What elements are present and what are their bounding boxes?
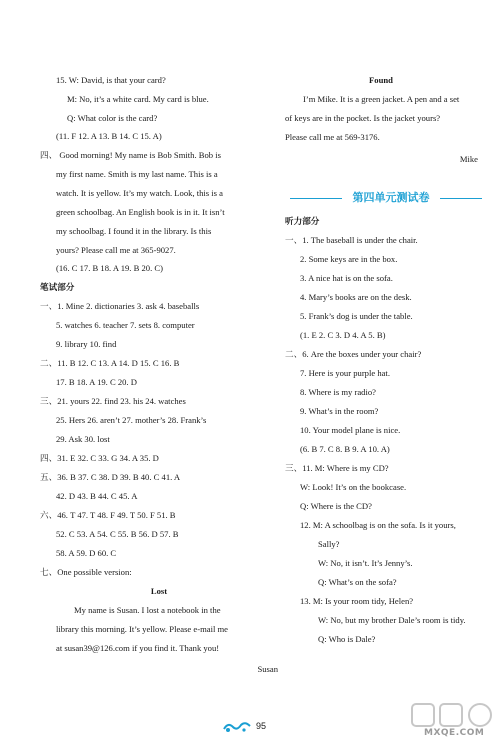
answer-line: 58. A 59. D 60. C (56, 548, 117, 558)
text-line: 8. Where is my radio? (300, 387, 376, 397)
page-number: 95 (256, 721, 267, 731)
section-heading: 笔试部分 (40, 282, 75, 292)
answer-line: 二、11. B 12. C 13. A 14. D 15. C 16. B (40, 358, 180, 368)
text-line: Q: Where is the CD? (300, 501, 372, 511)
answer-line: (1. E 2. C 3. D 4. A 5. B) (300, 330, 386, 340)
text-line: watch. It is yellow. It’s my watch. Look, this is a (56, 188, 223, 198)
text-line: M: No, it’s a white card. My card is blue. (67, 94, 209, 104)
text-line: Sally? (318, 539, 340, 549)
text-line: 一、1. The baseball is under the chair. (285, 235, 418, 245)
text-line: at susan39@126.com if you find it. Thank you! (56, 643, 220, 653)
answer-line: 三、21. yours 22. find 23. his 24. watches (40, 396, 186, 406)
answer-line: 六、46. T 47. T 48. F 49. T 50. F 51. B (40, 510, 176, 520)
text-line: 7. Here is your purple hat. (300, 368, 390, 378)
title-rule-right (440, 198, 482, 199)
answer-line: 四、31. E 32. C 33. G 34. A 35. D (40, 453, 159, 463)
answer-line: 五、36. B 37. C 38. D 39. B 40. C 41. A (40, 472, 181, 482)
text-line: Q: What’s on the sofa? (318, 577, 397, 587)
essay-title: Found (369, 75, 393, 85)
text-line: Please call me at 569-3176. (285, 132, 380, 142)
answer-line: 5. watches 6. teacher 7. sets 8. computer (56, 320, 195, 330)
text-line: my schoolbag. I found it in the library. Is this (56, 226, 212, 236)
text-line: 12. M: A schoolbag is on the sofa. Is it yours, (300, 520, 456, 530)
text-line: W: Look! It’s on the bookcase. (300, 482, 407, 492)
text-line: yours? Please call me at 365-9027. (56, 245, 176, 255)
text-line: green schoolbag. An English book is in it. It isn’t (56, 207, 225, 217)
answer-line: 52. C 53. A 54. C 55. B 56. D 57. B (56, 529, 179, 539)
text-line: 10. Your model plane is nice. (300, 425, 401, 435)
text-line: of keys are in the pocket. Is the jacket yours? (285, 113, 441, 123)
answer-line: 25. Hers 26. aren’t 27. mother’s 28. Frank’s (56, 415, 207, 425)
section-title: 第四单元测试卷 (352, 191, 430, 204)
text-line: I’m Mike. It is a green jacket. A pen and a set (303, 94, 460, 104)
text-line: My name is Susan. I lost a notebook in the (74, 605, 221, 615)
text-line: Q: What color is the card? (67, 113, 158, 123)
answer-line: 29. Ask 30. lost (56, 434, 110, 444)
section-heading: 听力部分 (285, 216, 320, 226)
essay-title: Lost (150, 586, 168, 596)
text-line: 13. M: Is your room tidy, Helen? (300, 596, 414, 606)
text-line: 15. W: David, is that your card? (56, 75, 166, 85)
answer-line: (11. F 12. A 13. B 14. C 15. A) (56, 131, 162, 141)
text-line: my first name. Smith is my last name. This is a (56, 169, 218, 179)
text-line: 七、One possible version: (40, 567, 132, 577)
signature-name: Mike (459, 154, 478, 164)
text-line: 四、 Good morning! My name is Bob Smith. Bob is (40, 150, 221, 160)
answer-line: 9. library 10. find (56, 339, 117, 349)
watermark-text: MXQE.COM (424, 728, 485, 738)
title-rule-left (290, 198, 342, 199)
text-line: Q: Who is Dale? (318, 634, 376, 644)
text-line: 9. What’s in the room? (300, 406, 379, 416)
text-line: library this morning. It’s yellow. Please e-mail me (56, 624, 228, 634)
text-line: 4. Mary’s books are on the desk. (300, 292, 412, 302)
text-line: 5. Frank’s dog is under the table. (300, 311, 413, 321)
answer-line: 42. D 43. B 44. C 45. A (56, 491, 138, 501)
text-line: 3. A nice hat is on the sofa. (300, 273, 393, 283)
answer-line: (6. B 7. C 8. B 9. A 10. A) (300, 444, 390, 454)
answer-line: (16. C 17. B 18. A 19. B 20. C) (56, 263, 163, 273)
answer-line: 一、1. Mine 2. dictionaries 3. ask 4. baseballs (40, 301, 200, 311)
answer-line: 17. B 18. A 19. C 20. D (56, 377, 137, 387)
publisher-logo-icon (222, 720, 252, 734)
text-line: W: No, but my brother Dale’s room is tidy. (318, 615, 466, 625)
signature-name: Susan (257, 664, 278, 674)
text-line: 三、11. M: Where is my CD? (285, 463, 389, 473)
text-line: 2. Some keys are in the box. (300, 254, 398, 264)
text-line: 二、6. Are the boxes under your chair? (285, 349, 422, 359)
text-line: W: No, it isn’t. It’s Jenny’s. (318, 558, 413, 568)
